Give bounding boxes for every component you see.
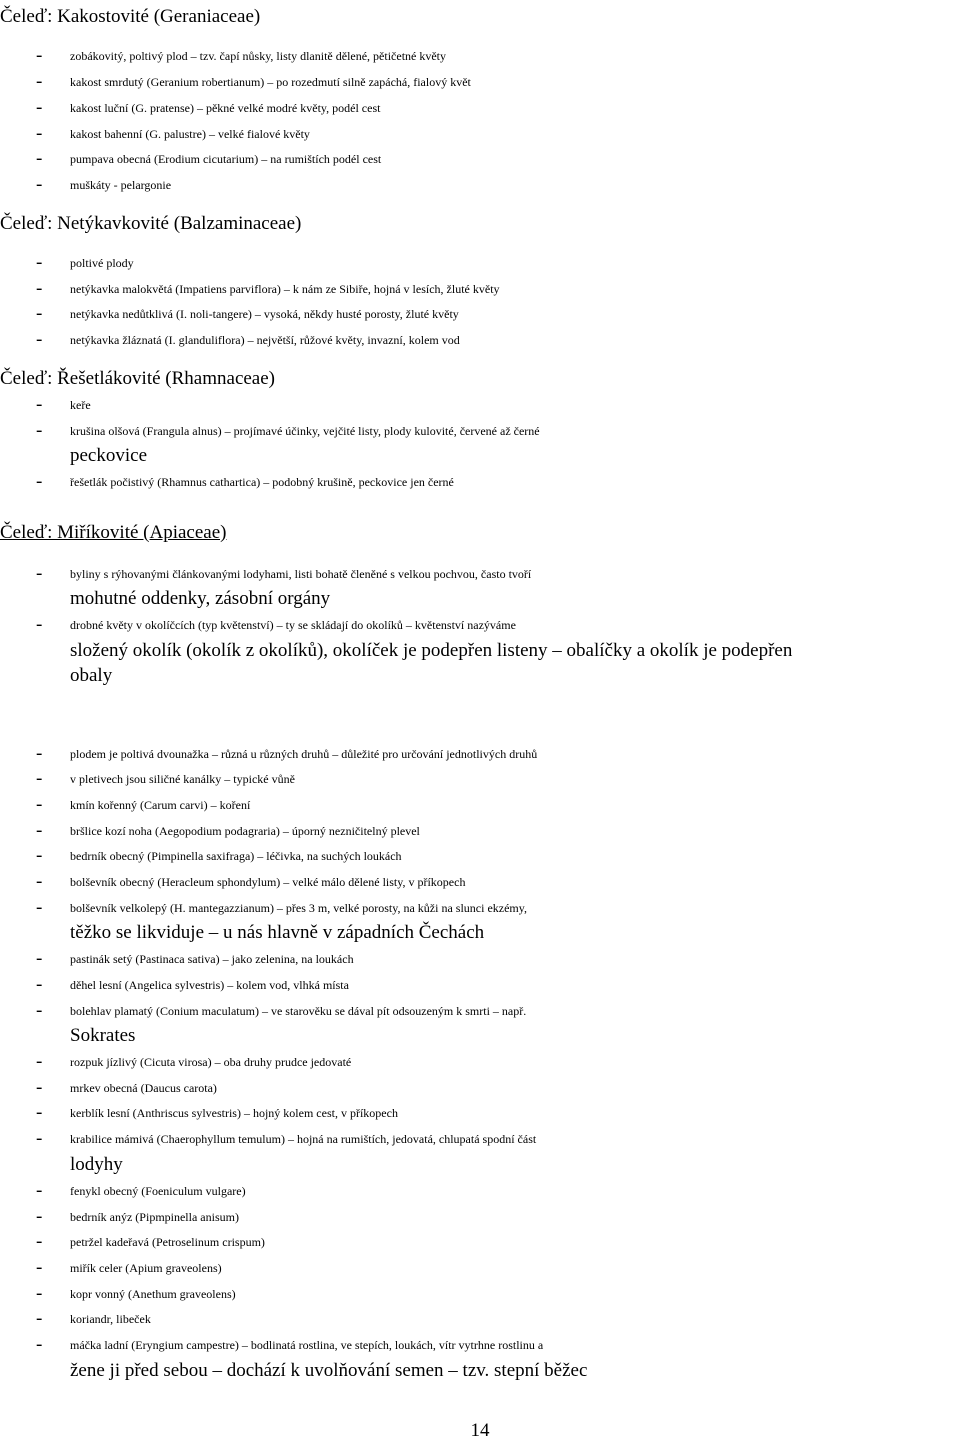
bullet-dash: - bbox=[36, 743, 43, 764]
section-heading-geraniaceae: Čeleď: Kakostovité (Geraniaceae) bbox=[0, 6, 261, 27]
bullet-dash: - bbox=[36, 1257, 43, 1278]
bullet-dash: - bbox=[36, 1180, 43, 1201]
bullet-dash: - bbox=[36, 563, 43, 584]
bullet-dash: - bbox=[36, 1308, 43, 1329]
bullet-dash: - bbox=[36, 897, 43, 918]
list-item-continuation: těžko se likviduje – u nás hlavně v západních Čechách bbox=[70, 922, 485, 943]
bullet-dash: - bbox=[36, 768, 43, 789]
document-page: Čeleď: Kakostovité (Geraniaceae) - zobákovitý, poltivý plod – tzv. čapí nůsky, listy dlanitě dělené, pětičetné květy - kakost smrdutý (Geranium robertianum) – po rozedmutí silně zapáchá, fialový květ - kakost luční (G. pratense) – pěkné velké modré květy, podél cest - kakost bahenní (G. palustre) – velké fialové květy - pumpava obecná (Erodium cicutarium) – na rumištích podél cest - muškáty - pelargonie Čeleď: Netýkavkovité (Balzaminaceae) - poltivé plody - netýkavka malokvětá (Impatiens parviflora) – k nám ze Sibiře, hojná v lesích, žluté květy - netýkavka nedůtklivá (I. noli-tangere) – vysoká, někdy husté porosty, žluté květy - netýkavka žláznatá (I. glanduliflora) – největší, růžové květy, invazní, kolem vod Čeleď: Řešetlákovité (Rhamnaceae) - keře - krušina olšová (Frangula alnus) – projímavé účinky, vejčité listy, plody kulovité, červené až černé peckovice - řešetlák počistivý (Rhamnus cathartica) – podobný krušině, peckovice jen černé Čeleď: Miříkovité (Apiaceae) - byliny s rýhovanými článkovanými lodyhami, listi bohatě členěné s velkou pochvou, často tvoří mohutné oddenky, zásobní orgány - drobné květy v okolíčcích (typ květenství) – ty se skládají do okolíků – květenství nazýváme složený okolík (okolík z okolíků), okolíček je podepřen listeny – obalíčky a okolík je podepřen obaly - plodem je poltivá dvounažka – různá u různých druhů – důležité pro určování jednotlivých druhů - v pletivech jsou siličné kanálky – typické vůně - kmín kořenný (Carum carvi) – koření - bršlice kozí noha (Aegopodium podagraria) – úporný nezničitelný plevel - bedrník obecný (Pimpinella saxifraga) – léčivka, na suchých loukách - bolševník obecný (Heracleum sphondylum) – velké málo dělené listy, v příkopech - bolševník velkolepý (H. mantegazzianum) – přes 3 m, velké porosty, na kůži na slunci ekzémy, těžko se likviduje – u nás hlavně v západních Čechách - pastinák setý (Pastinaca sativa) – jako zelenina, na loukách - děhel lesní (Angelica sylvestris) – kolem vod, vlhká místa - bolehlav plamatý (Conium maculatum) – ve starověku se dával pít odsouzeným k smrti – např. Sokrates - rozpuk jízlivý (Cicuta virosa) – oba druhy prudce jedovaté - mrkev obecná (Daucus carota) - kerblík lesní (Anthriscus sylvestris) – hojný kolem cest, v příkopech - krabilice mámivá (Chaerophyllum temulum) – hojná na rumištích, jedovatá, chlupatá spodní část lodyhy - fenykl obecný (Foeniculum vulgare) - bedrník anýz (Pipmpinella anisum) - petržel kadeřavá (Petroselinum crispum) - miřík celer (Apium graveolens) - kopr vonný (Anethum graveolens) - koriandr, libeček - máčka ladní (Eryngium campestre) – bodlinatá rostlina, ve stepích, loukách, vítr vytrhne rostlinu a žene ji před sebou – dochází k uvolňování semen – tzv. stepní běžec 14 bbox=[0, 0, 960, 1442]
bullet-dash: - bbox=[36, 148, 43, 169]
bullet-dash: - bbox=[36, 329, 43, 350]
bullet-dash: - bbox=[36, 871, 43, 892]
bullet-dash: - bbox=[36, 948, 43, 969]
list-item-continuation: peckovice bbox=[70, 445, 148, 466]
bullet-dash: - bbox=[36, 97, 43, 118]
page-number: 14 bbox=[470, 1420, 490, 1441]
section-heading-rhamnaceae: Čeleď: Řešetlákovité (Rhamnaceae) bbox=[0, 368, 275, 389]
bullet-dash: - bbox=[36, 303, 43, 324]
list-item-continuation: obaly bbox=[70, 665, 113, 686]
bullet-dash: - bbox=[36, 614, 43, 635]
bullet-dash: - bbox=[36, 974, 43, 995]
bullet-dash: - bbox=[36, 71, 43, 92]
bullet-dash: - bbox=[36, 845, 43, 866]
bullet-dash: - bbox=[36, 1077, 43, 1098]
bullet-dash: - bbox=[36, 1231, 43, 1252]
bullet-dash: - bbox=[36, 45, 43, 66]
bullet-dash: - bbox=[36, 1051, 43, 1072]
bullet-dash: - bbox=[36, 252, 43, 273]
bullet-dash: - bbox=[36, 278, 43, 299]
bullet-dash: - bbox=[36, 1000, 43, 1021]
bullet-dash: - bbox=[36, 123, 43, 144]
bullet-dash: - bbox=[36, 820, 43, 841]
bullet-dash: - bbox=[36, 471, 43, 492]
section-heading-balzaminaceae: Čeleď: Netýkavkovité (Balzaminaceae) bbox=[0, 213, 302, 234]
bullet-dash: - bbox=[36, 1128, 43, 1149]
bullet-dash: - bbox=[36, 1283, 43, 1304]
bullet-dash: - bbox=[36, 794, 43, 815]
bullet-dash: - bbox=[36, 1334, 43, 1355]
bullet-dash: - bbox=[36, 1102, 43, 1123]
bullet-dash: - bbox=[36, 1206, 43, 1227]
section-heading-apiaceae: Čeleď: Miříkovité (Apiaceae) bbox=[0, 522, 227, 543]
bullet-dash: - bbox=[36, 420, 43, 441]
bullet-dash: - bbox=[36, 394, 43, 415]
list-item-continuation: mohutné oddenky, zásobní orgány bbox=[70, 588, 331, 609]
list-item-continuation: Sokrates bbox=[70, 1025, 136, 1046]
bullet-dash: - bbox=[36, 174, 43, 195]
list-item-continuation: lodyhy bbox=[70, 1154, 123, 1175]
list-item-continuation: žene ji před sebou – dochází k uvolňování semen – tzv. stepní běžec bbox=[70, 1360, 588, 1381]
list-item-continuation: složený okolík (okolík z okolíků), okolíček je podepřen listeny – obalíčky a okolík je podepřen bbox=[70, 640, 793, 661]
